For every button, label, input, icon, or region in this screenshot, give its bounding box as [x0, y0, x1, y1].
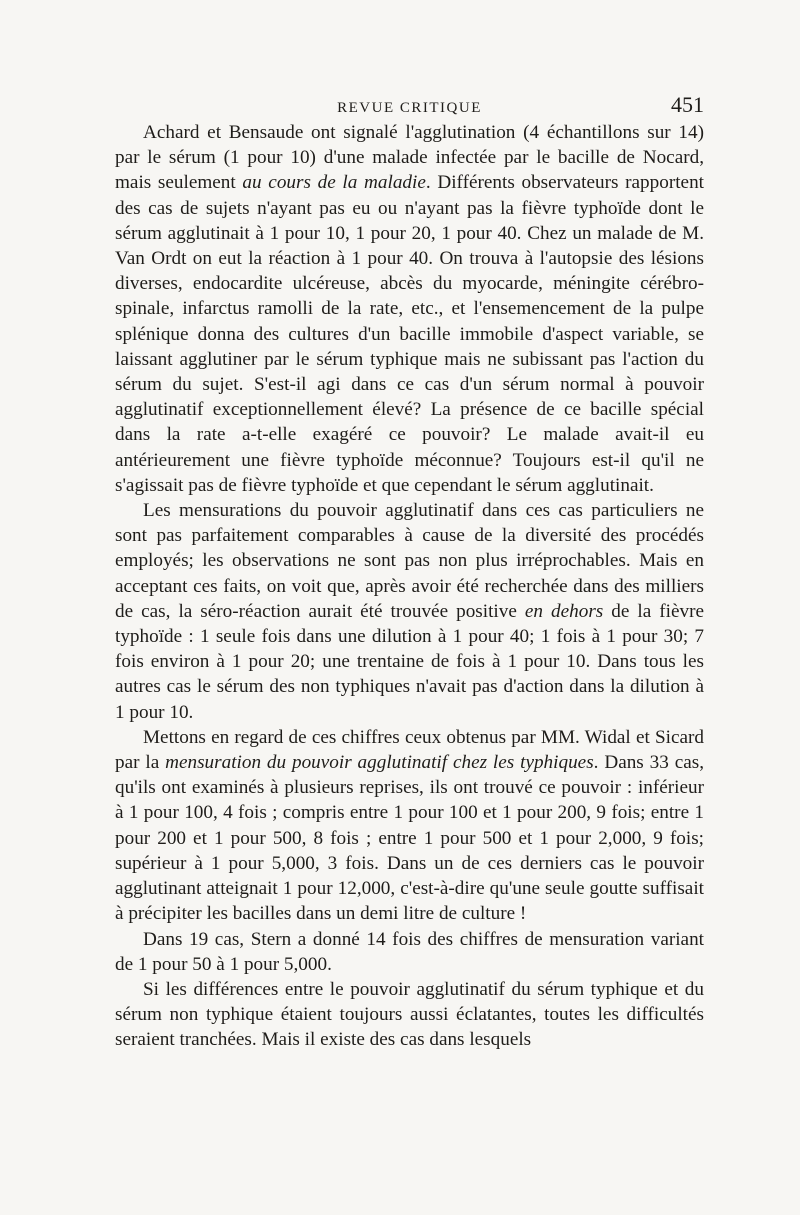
paragraph-3	[115, 725, 704, 927]
italic-phrase: au cours de la maladie	[242, 172, 426, 194]
text-segment: Les mensurations du pouvoir agglutinatif dans ces cas particuliers ne sont pas parfaitement comparables à cause de la diversité des procédés employés; les observations ne sont pas non plus irréprochables. Mais en acceptant ces faits, on voit que, après avoir été recherchée dans des milliers de cas, la séro-réaction aurait été trouvée positive	[115, 500, 704, 622]
body-text	[115, 120, 704, 1053]
italic-phrase: mensuration du pouvoir agglutinatif chez les typhiques	[165, 752, 594, 774]
paragraph-5	[115, 977, 704, 1053]
paragraph-2	[115, 498, 704, 725]
running-header	[115, 90, 704, 120]
text-segment: Mettons en regard de ces chiffres ceux obtenus par MM. Widal et Sicard par la	[115, 726, 704, 774]
text-segment: . Dans 33 cas, qu'ils ont examinés à plusieurs reprises, ils ont trouvé ce pouvoir : inférieur à 1 pour 100, 4 fois ; compris entre 1 pour 100 et 1 pour 200, 9 fois; entre 1 pour 200 et 1 pour 500, 8 fois ; entre 1 pour 500 et 1 pour 2,000, 9 fois; supérieur à 1 pour 5,000, 3 fois. Dans un de ces derniers cas le pouvoir agglutinant atteignait 1 pour 12,000, c'est-à-dire qu'une seule goutte suffisait à précipiter les bacilles dans un demi litre de culture !	[115, 752, 705, 925]
text-segment: Si les différences entre le pouvoir agglutinatif du sérum typhique et du sérum non typhique étaient toujours aussi éclatantes, toutes les difficultés seraient tranchées. Mais il existe des cas dans lesquels	[115, 978, 704, 1051]
page-number: 451	[671, 92, 704, 117]
text-segment: . Différents observateurs rapportent des cas de sujets n'ayant pas eu ou n'ayant pas la fièvre typhoïde dont le sérum agglutinait à 1 pour 10, 1 pour 20, 1 pour 40. Chez un malade de M. Van Ordt on eut la réaction à 1 pour 40. On trouva à l'autopsie des lésions diverses, endocardite ulcéreuse, abcès du myocarde, méningite cérébro-spinale, infarctus ramolli de la rate, etc., et l'ensemencement de la pulpe splénique donna des cultures d'un bacille immobile d'aspect variable, se laissant agglutiner par le sérum typhique mais ne subissant pas l'action du sérum du sujet. S'est-il agi dans ce cas d'un sérum normal à pouvoir agglutinatif exceptionnellement élevé? La présence de ce bacille spécial dans la rate a-t-elle exagéré ce pouvoir? Le malade avait-il eu antérieurement une fièvre typhoïde méconnue? Toujours est-il qu'il ne s'agissait pas de fièvre typhoïde et que cependant le sérum agglutinait.	[115, 172, 704, 496]
running-title: REVUE CRITIQUE	[337, 100, 482, 116]
text-segment: Dans 19 cas, Stern a donné 14 fois des chiffres de mensuration variant de 1 pour 50 à 1 pour 5,000.	[115, 928, 704, 975]
text-segment: de la fièvre typhoïde : 1 seule fois dans une dilution à 1 pour 40; 1 fois à 1 pour 30; 7 fois environ à 1 pour 20; une trentaine de fois à 1 pour 10. Dans tous les autres cas le sérum des non typhiques n'avait pas d'action dans la dilution à 1 pour 10.	[115, 600, 705, 723]
italic-phrase: en dehors	[524, 600, 604, 622]
text-segment: Achard et Bensaude ont signalé l'agglutination (4 échantillons sur 14) par le sérum (1 pour 10) d'une malade infectée par le bacille de Nocard, mais seulement	[115, 122, 704, 194]
paragraph-4	[115, 927, 704, 977]
paragraph-1	[115, 120, 704, 498]
